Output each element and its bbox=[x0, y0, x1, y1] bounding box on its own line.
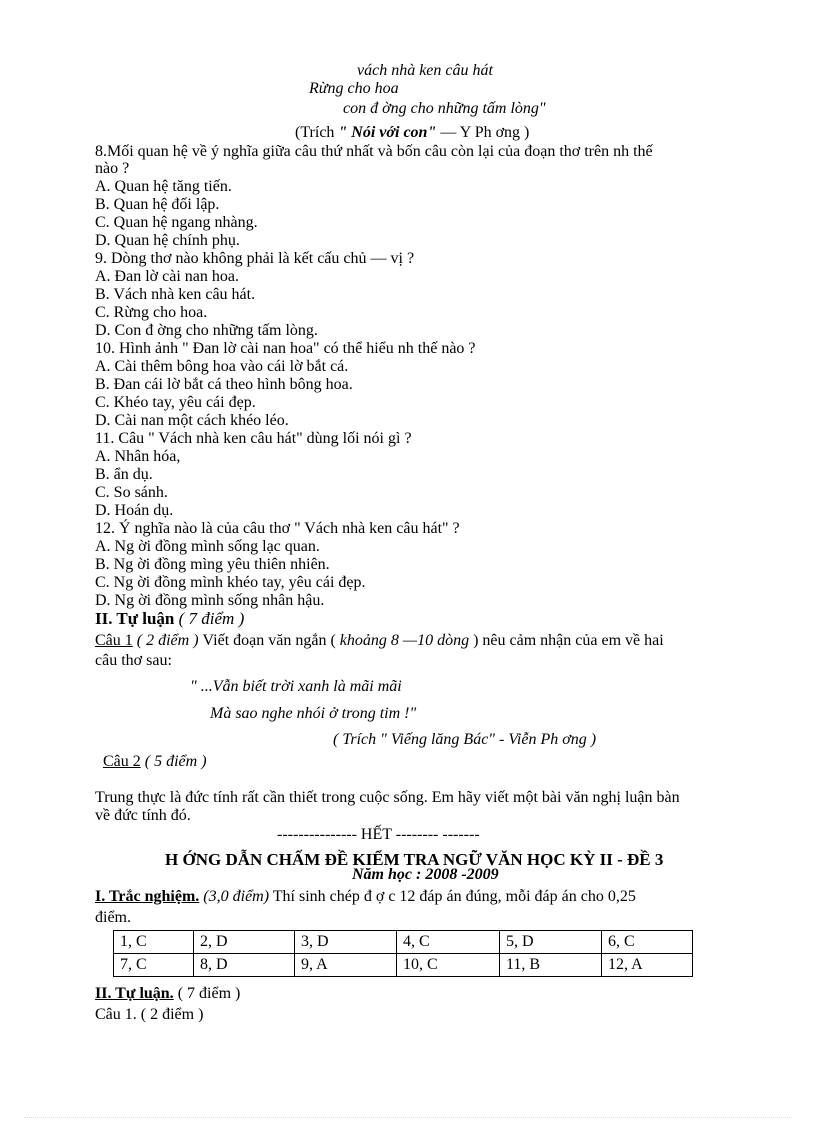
answer-option: C. Ng ời đồng mình khéo tay, yêu cái đẹp. bbox=[95, 574, 366, 591]
poem-line: vách nhà ken câu hát bbox=[357, 62, 493, 79]
answer-option: D. Cài nan một cách khéo léo. bbox=[95, 412, 289, 429]
essay-question-1-cont: câu thơ sau: bbox=[95, 652, 172, 669]
table-row bbox=[114, 931, 693, 954]
question-10: 10. Hình ảnh " Đan lờ cài nan hoa" có thể hiểu nh thế nào ? bbox=[95, 340, 476, 357]
question-points: ( 5 điểm ) bbox=[140, 753, 207, 770]
table-row bbox=[114, 954, 693, 977]
question-label: Câu 1 bbox=[95, 632, 133, 649]
question-label: Câu 2 bbox=[103, 753, 141, 770]
table-cell: 10, C bbox=[397, 954, 500, 977]
quoted-poem-citation: ( Trích " Viếng lăng Bác" - Viễn Ph ơng ) bbox=[333, 731, 597, 748]
answer-option: D. Hoán dụ. bbox=[95, 502, 174, 519]
answer-option: D. Con đ ờng cho những tấm lòng. bbox=[95, 322, 318, 339]
question-12: 12. Ý nghĩa nào là của câu thơ " Vách nhà ken câu hát" ? bbox=[95, 520, 460, 537]
table-cell: 6, C bbox=[602, 931, 693, 954]
answer-option: B. Đan cái lờ bắt cá theo hình bông hoa. bbox=[95, 376, 353, 393]
table-cell: 8, D bbox=[194, 954, 295, 977]
poem-line: con đ ờng cho những tấm lòng" bbox=[343, 100, 546, 117]
question-points: ( 2 điểm ) bbox=[132, 632, 203, 649]
question-text: ) nêu cảm nhận của em về hai bbox=[469, 632, 664, 649]
question-8-cont: nào ? bbox=[95, 160, 130, 177]
answer-option: C. So sánh. bbox=[95, 484, 168, 501]
answer-option: C. Khéo tay, yêu cái đẹp. bbox=[95, 394, 256, 411]
table-cell: 7, C bbox=[114, 954, 194, 977]
poem-citation bbox=[295, 124, 529, 142]
essay-question-2-text: về đức tính đó. bbox=[95, 807, 191, 824]
end-mark: --------------- HẾT -------- ------- bbox=[277, 826, 480, 843]
answer-option: A. Quan hệ tăng tiến. bbox=[95, 178, 232, 195]
table-cell: 5, D bbox=[500, 931, 602, 954]
answer-option: D. Ng ời đồng mình sống nhân hậu. bbox=[95, 592, 325, 609]
table-cell: 9, A bbox=[295, 954, 397, 977]
table-cell: 12, A bbox=[602, 954, 693, 977]
question-text: Viết đoạn văn ngắn ( bbox=[202, 632, 340, 649]
poem-line: Rừng cho hoa bbox=[309, 80, 399, 97]
question-11: 11. Câu " Vách nhà ken câu hát" dùng lối nói gì ? bbox=[95, 430, 412, 447]
answer-table bbox=[113, 930, 693, 977]
citation-author: — Y Ph ơng ) bbox=[436, 124, 530, 141]
section-points: ( 7 điểm ) bbox=[173, 985, 241, 1002]
essay-question-2 bbox=[103, 753, 207, 771]
answer-option: A. Cài thêm bông hoa vào cái lờ bắt cá. bbox=[95, 358, 349, 375]
answer-option: C. Rừng cho hoa. bbox=[95, 304, 208, 321]
question-8: 8.Mối quan hệ về ý nghĩa giữa câu thứ nhất và bốn câu còn lại của đoạn thơ trên nh thế bbox=[95, 143, 653, 160]
table-cell: 2, D bbox=[194, 931, 295, 954]
citation-title: " Nói với con" bbox=[338, 124, 437, 141]
answer-key-title: H ỚNG DẪN CHẤM ĐỀ KIỂM TRA NGỮ VĂN HỌC KỲ II - ĐỀ 3 bbox=[165, 850, 664, 869]
page-edge-divider bbox=[24, 1117, 792, 1118]
section-text: Thí sinh chép đ ợ c 12 đáp án đúng, mỗi đáp án cho 0,25 bbox=[269, 888, 636, 905]
essay-question-1 bbox=[95, 632, 664, 650]
answer-option: C. Quan hệ ngang nhàng. bbox=[95, 214, 258, 231]
answer-key-section-2 bbox=[95, 985, 240, 1003]
section-points: ( 7 điểm ) bbox=[174, 609, 245, 628]
answer-key-section-1 bbox=[95, 888, 636, 906]
answer-option: B. Quan hệ đối lập. bbox=[95, 196, 220, 213]
section-points: (3,0 điểm) bbox=[199, 888, 270, 905]
question-9: 9. Dòng thơ nào không phải là kết cấu chủ — vị ? bbox=[95, 250, 415, 267]
section-heading bbox=[95, 610, 244, 628]
section-label: I. Trắc nghiệm. bbox=[95, 888, 200, 905]
answer-option: B. ẩn dụ. bbox=[95, 466, 153, 483]
table-cell: 3, D bbox=[295, 931, 397, 954]
answer-key-cau-1: Câu 1. ( 2 điểm ) bbox=[95, 1006, 204, 1023]
quoted-poem-line: " ...Vẫn biết trời xanh là mãi mãi bbox=[190, 678, 402, 695]
table-cell: 1, C bbox=[114, 931, 194, 954]
answer-option: D. Quan hệ chính phụ. bbox=[95, 232, 240, 249]
question-length: khoảng 8 —10 dòng bbox=[339, 632, 470, 649]
answer-option: A. Đan lờ cài nan hoa. bbox=[95, 268, 239, 285]
essay-question-2-text: Trung thực là đức tính rất cần thiết trong cuộc sống. Em hãy viết một bài văn nghị luận bàn bbox=[95, 789, 680, 806]
answer-option: B. Vách nhà ken câu hát. bbox=[95, 286, 256, 303]
answer-option: A. Nhân hóa, bbox=[95, 448, 181, 465]
citation-prefix: (Trích bbox=[295, 124, 339, 141]
answer-option: A. Ng ời đồng mình sống lạc quan. bbox=[95, 538, 320, 555]
section-heading-label: II. Tự luận bbox=[95, 609, 175, 628]
answer-key-year: Năm học : 2008 -2009 bbox=[352, 866, 499, 883]
table-cell: 4, C bbox=[397, 931, 500, 954]
answer-key-section-1-cont: điểm. bbox=[95, 909, 131, 926]
quoted-poem-line: Mà sao nghe nhói ở trong tim !" bbox=[210, 705, 417, 722]
section-label: II. Tự luận. bbox=[95, 985, 174, 1002]
table-cell: 11, B bbox=[500, 954, 602, 977]
answer-option: B. Ng ời đồng mìng yêu thiên nhiên. bbox=[95, 556, 330, 573]
